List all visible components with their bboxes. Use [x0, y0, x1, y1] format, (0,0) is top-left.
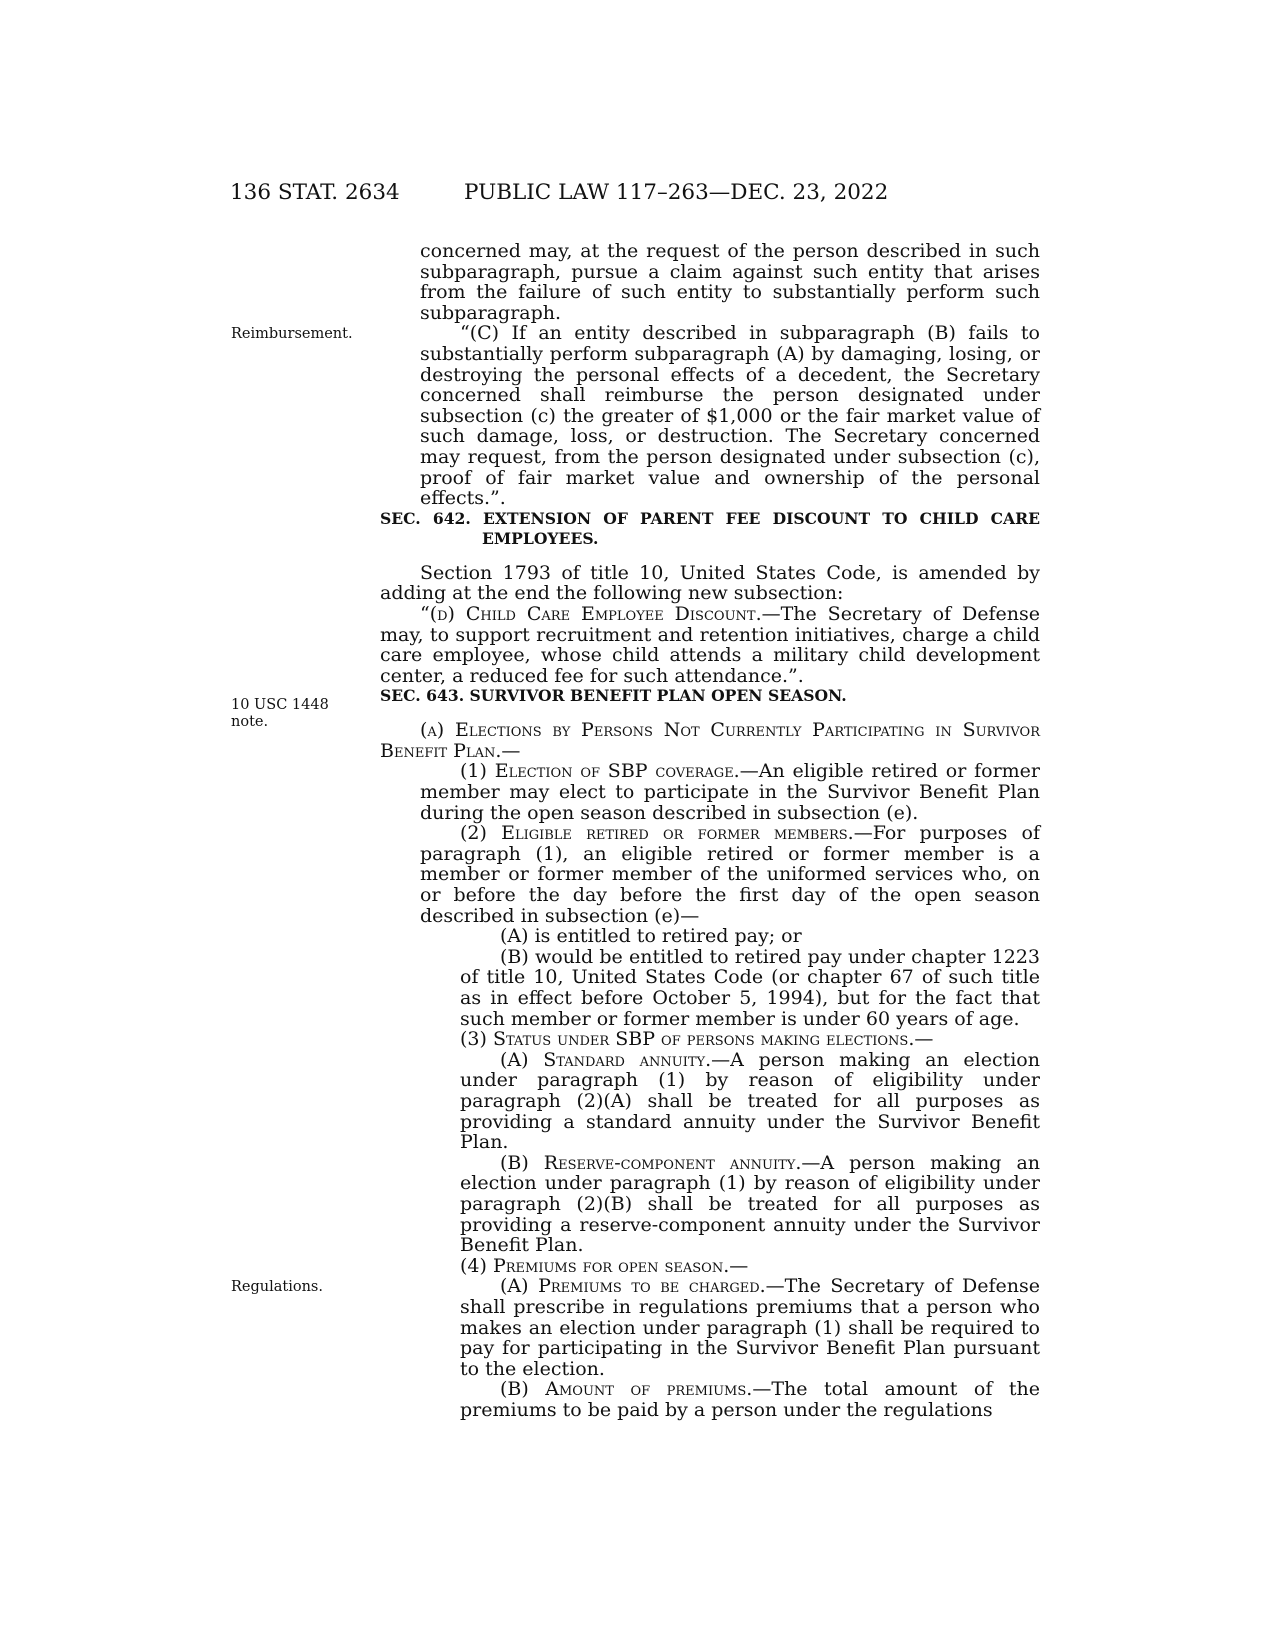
subsection-d-heading: “(d) Child Care Employee Discount. — [420, 602, 762, 625]
paragraph-2-text: —For purposes of paragraph (1), an eligible retired or former member is a member or former member of the uniformed services who, on or before the day before the first day of the open season described in subsection (e)— — [420, 822, 1040, 927]
paragraph-2-a: (A) is entitled to retired pay; or — [500, 925, 802, 948]
stat-page-number: 136 STAT. 2634 — [230, 180, 400, 205]
paragraph-1-text: —An eligible retired or former member may elect to participate in the Survivor Benefit Plan during the open season described in subsection (e). — [420, 760, 1041, 824]
paragraph-3-a — [380, 1050, 1040, 1153]
paragraph-4-b — [380, 1379, 1040, 1420]
paragraph-4-b-text: —The total amount of the premiums to be paid by a person under the regulations — [460, 1378, 1041, 1421]
paragraph-2 — [380, 823, 1040, 926]
running-header-title: PUBLIC LAW 117–263—DEC. 23, 2022 — [464, 180, 889, 205]
subparagraph-c: “(C) If an entity described in subparagraph (B) fails to substantially perform subparagraph (A) by damaging, losing, or destroying the personal effects of a decedent, the Secretary concerned shall reimburse the person designated under subsection (c) the greater of $1,000 or the fair market value of such damage, loss, or destruction. The Secretary concerned may request, from the person designated under subsection (c), proof of fair market value and ownership of the personal effects.”. — [420, 322, 1040, 510]
subsection-a-heading: (a) Elections by Persons Not Currently Participating in Survivor Benefit Plan.— — [380, 719, 1040, 762]
statute-body-text — [380, 241, 1040, 1420]
margin-note-usc-line2: note. — [231, 714, 269, 730]
margin-note-regulations: Regulations. — [231, 1279, 323, 1295]
paragraph-3-heading: (3) Status under SBP of persons making elections.— — [460, 1028, 934, 1051]
paragraph-1-heading: (1) Election of SBP coverage. — [460, 760, 740, 783]
paragraph-3-a-text: —A person making an election under paragraph (1) by reason of eligibility under paragraph (2)(A) shall be treated for all purposes as providing a standard annuity under the Survivor Benefit Plan. — [460, 1048, 1040, 1154]
paragraph-4-a-heading: (A) Premiums to be charged. — [500, 1275, 766, 1298]
paragraph-2-heading: (2) Eligible retired or former members. — [460, 822, 854, 845]
paragraph-2-b: (B) would be entitled to retired pay under chapter 1223 of title 10, United States Code (or chapter 67 of such title as in effect before October 5, 1994), but for the fact that such member or former member is under 60 years of age. — [460, 945, 1040, 1030]
paragraph-4-a — [380, 1276, 1040, 1379]
paragraph-3-b — [380, 1153, 1040, 1256]
paragraph-3-a-heading: (A) Standard annuity. — [500, 1048, 712, 1071]
subsection-d-text: —The Secretary of Defense may, to support recruitment and retention initiatives, charge a child care employee, whose child attends a military child development center, a reduced fee for such attendance.”. — [380, 602, 1040, 687]
paragraph-4-a-text: —The Secretary of Defense shall prescribe in regulations premiums that a person who makes an election under paragraph (1) shall be required to pay for participating in the Survivor Benefit Plan pursuant to the election. — [460, 1275, 1040, 1380]
margin-note-usc-citation — [231, 697, 329, 731]
section-642-heading: SEC. 642. EXTENSION OF PARENT FEE DISCOUNT TO CHILD CARE EMPLOYEES. — [380, 508, 1040, 548]
paragraph-4-b-heading: (B) Amount of premiums. — [500, 1378, 753, 1401]
paragraph-4-heading: (4) Premiums for open season.— — [460, 1254, 749, 1277]
margin-note-usc-line1: 10 USC 1448 — [231, 697, 329, 713]
paragraph-3-b-text: —A person making an election under paragraph (1) by reason of eligibility under paragraph (2)(B) shall be treated for all purposes as providing a reserve-component annuity under the Survivor Benefit Plan. — [460, 1151, 1041, 1257]
paragraph-3-b-heading: (B) Reserve-component annuity. — [500, 1151, 802, 1174]
section-642-subsection-d — [380, 604, 1040, 686]
margin-note-reimbursement: Reimbursement. — [231, 326, 353, 342]
section-642-amendment: Section 1793 of title 10, United States Code, is amended by adding at the end the following new subsection: — [380, 561, 1040, 605]
paragraph-1 — [380, 761, 1040, 823]
continuation-paragraph: concerned may, at the request of the person described in such subparagraph, pursue a claim against such entity that arises from the failure of such entity to substantially perform such subparagraph. — [420, 240, 1040, 324]
section-643-heading: SEC. 643. SURVIVOR BENEFIT PLAN OPEN SEASON. — [380, 686, 847, 706]
